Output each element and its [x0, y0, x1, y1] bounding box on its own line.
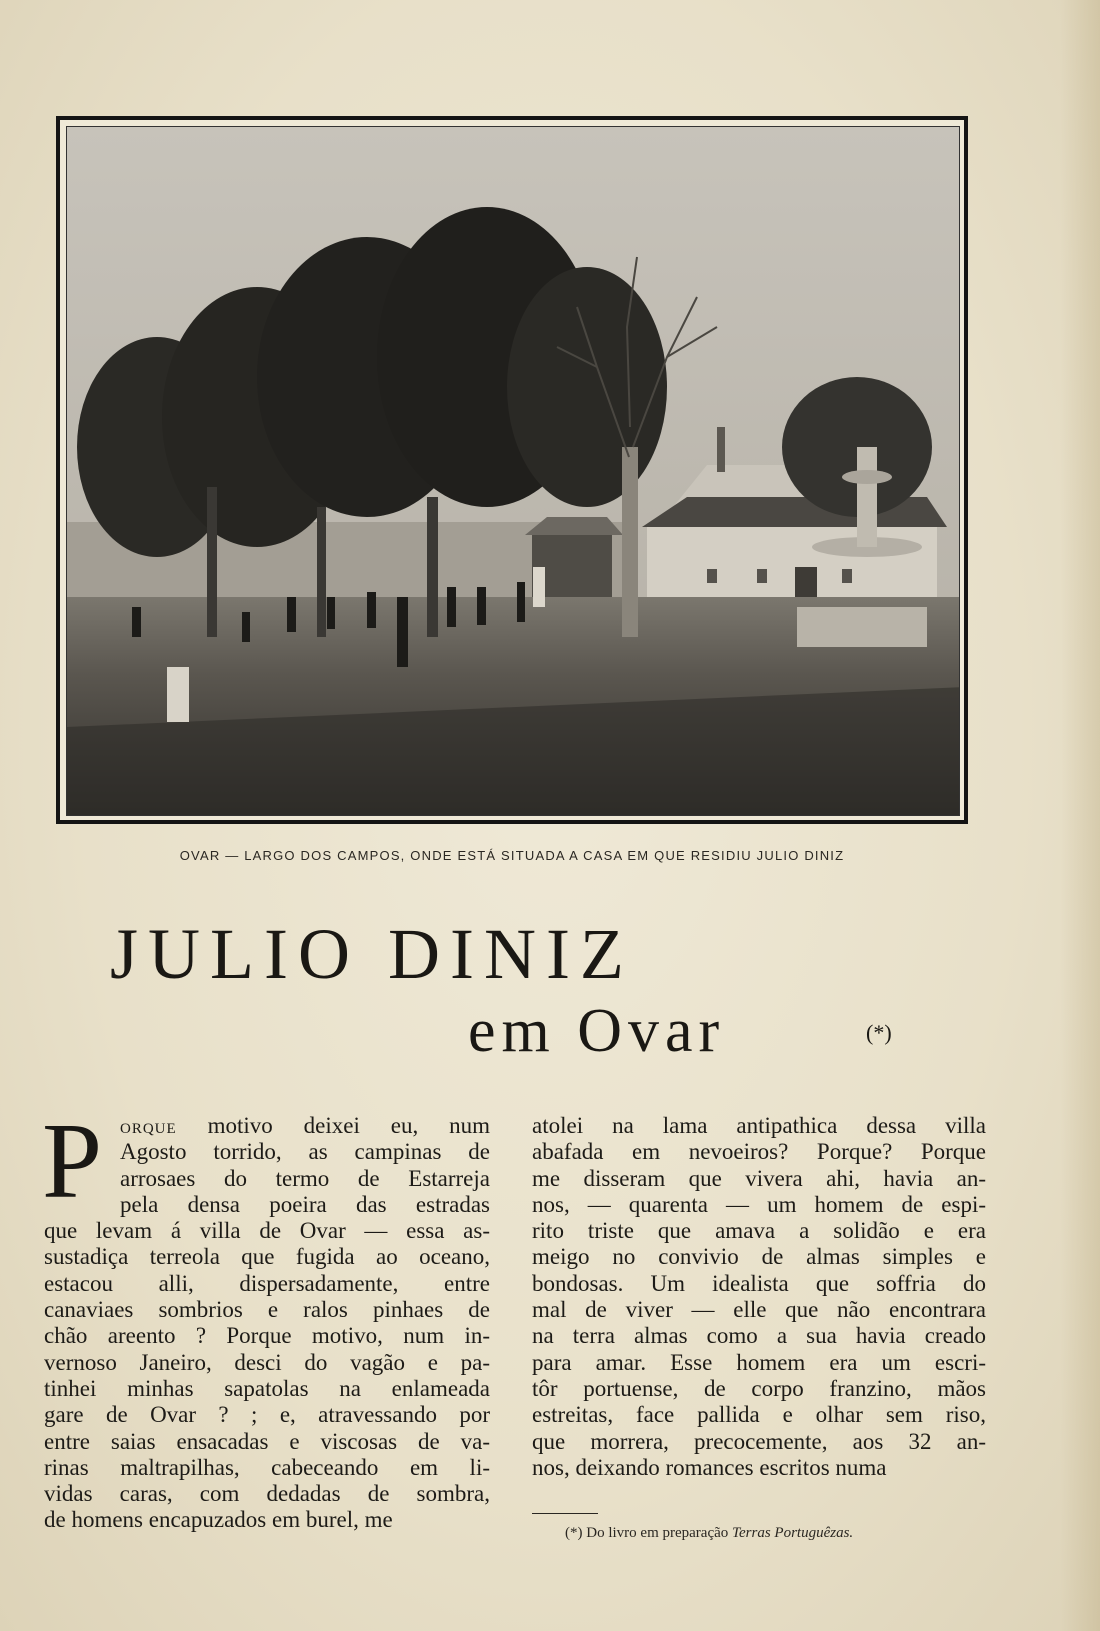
text-line: de homens encapuzados em burel, me	[44, 1507, 393, 1533]
text-line: chão areento ? Porque motivo, num in-	[44, 1323, 490, 1349]
text-line: vernoso Janeiro, desci do vagão e pa-	[44, 1349, 490, 1375]
text-line: canaviaes sombrios e ralos pinhaes de	[44, 1297, 490, 1323]
text-line: me disseram que vivera ahi, havia an-	[532, 1165, 986, 1191]
text-line: meigo no convivio de almas simples e	[532, 1244, 986, 1270]
text-line: abafada em nevoeiros? Porque? Porque	[532, 1139, 986, 1165]
photo-illustration	[67, 127, 960, 816]
text-line: pela densa poeira das estradas	[120, 1191, 490, 1217]
text-line: bondosas. Um idealista que soffria do	[532, 1270, 986, 1296]
text-line: arrosaes do termo de Estarreja	[120, 1165, 490, 1191]
text-line: na terra almas como a sua havia creado	[532, 1323, 986, 1349]
footnote-text: Do livro em preparação	[586, 1525, 729, 1541]
photo-frame	[56, 116, 968, 824]
text-line: sustadiça terreola que fugida ao oceano,	[44, 1244, 490, 1270]
page-edge	[1060, 0, 1100, 1631]
text-line: gare de Ovar ? ; e, atravessando por	[44, 1402, 490, 1428]
article-column-right	[532, 1113, 986, 1481]
text-line: vidas caras, com dedadas de sombra,	[44, 1481, 490, 1507]
text-line: rito triste que amava a solidão e era	[532, 1218, 986, 1244]
footnote-marker: (*)	[565, 1525, 583, 1541]
text-line: estreitas, face pallida e olhar sem riso,	[532, 1402, 986, 1428]
text-line: que morrera, precocemente, aos 32 an-	[532, 1428, 986, 1454]
photo-caption: OVAR — LARGO DOS CAMPOS, ONDE ESTÁ SITUADA A CASA EM QUE RESIDIU JULIO DINIZ	[179, 848, 845, 863]
text-line: para amar. Esse homem era um escri-	[532, 1349, 986, 1375]
text-line: nos, deixando romances escritos numa	[532, 1454, 887, 1480]
footnote-rule	[532, 1513, 598, 1514]
text-line: nos, — quarenta — um homem de espi-	[532, 1191, 986, 1217]
footnote-book-title: Terras Portuguêzas.	[732, 1525, 854, 1541]
drop-cap: P	[42, 1102, 103, 1221]
footnote	[565, 1525, 853, 1542]
title-footnote-marker: (*)	[866, 1020, 892, 1045]
text-line: ORQUE motivo deixei eu, num	[120, 1113, 490, 1138]
text-line: tôr portuense, de corpo franzino, mãos	[532, 1375, 986, 1401]
article-subtitle: em Ovar	[468, 997, 726, 1065]
text-line: entre saias ensacadas e viscosas de va-	[44, 1428, 490, 1454]
text-line: estacou alli, dispersadamente, entre	[44, 1270, 490, 1296]
text-line: atolei na lama antipathica dessa villa	[532, 1113, 986, 1138]
article-column-left	[44, 1113, 490, 1534]
text-line: tinhei minhas sapatolas na enlameada	[44, 1375, 490, 1401]
text-line: mal de viver — elle que não encontrara	[532, 1297, 986, 1323]
article-title: JULIO DINIZ	[110, 914, 634, 994]
photograph	[66, 126, 960, 816]
text-line: Agosto torrido, as campinas de	[120, 1139, 490, 1165]
small-caps-word: ORQUE	[120, 1121, 177, 1137]
text-line: que levam á villa de Ovar — essa as-	[44, 1218, 490, 1244]
text-line: rinas maltrapilhas, cabeceando em li-	[44, 1454, 490, 1480]
